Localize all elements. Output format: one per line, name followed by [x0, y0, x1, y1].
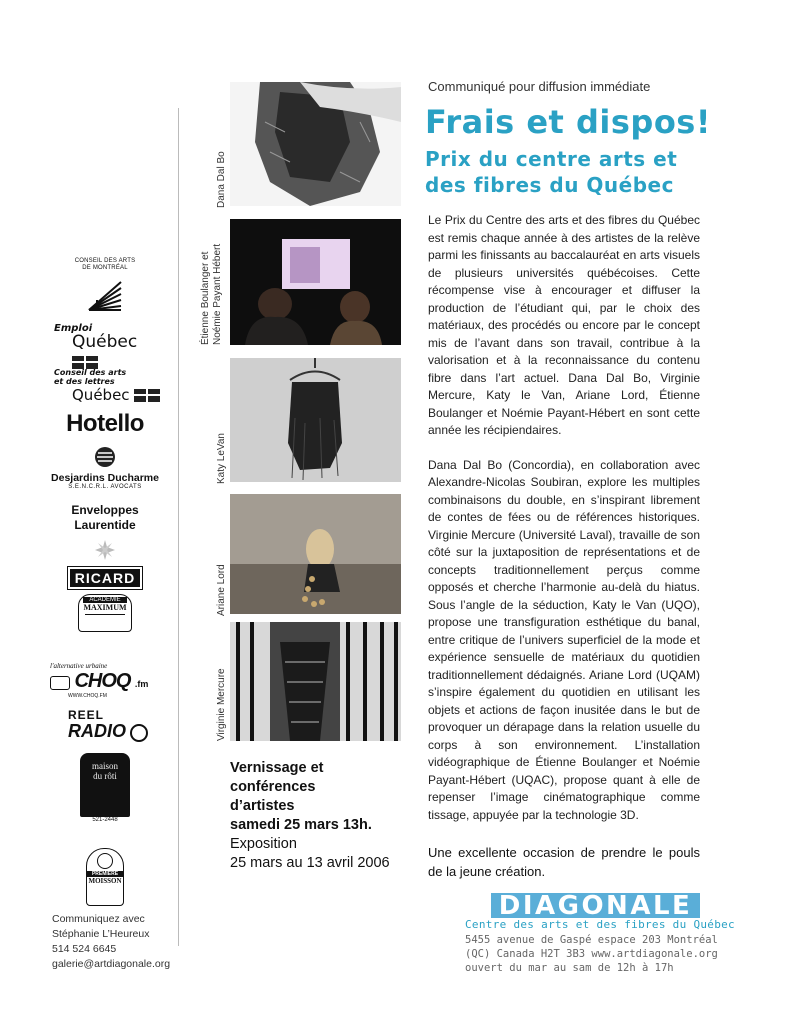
enveloppes-line-2: Laurentide [74, 518, 136, 532]
vernissage-line-3: d’artistes [230, 798, 295, 814]
photo-katy-levan [230, 358, 401, 482]
cam-emblem-icon [50, 280, 160, 317]
logo-choq-fm [50, 662, 175, 699]
photo-caption-boulanger [200, 244, 224, 345]
academie-label: ACADÉMIE [83, 597, 127, 603]
maison-label: maison [92, 761, 118, 771]
photo-caption-boulanger-line2: Noémie Payant Hébert [212, 243, 223, 345]
release-note: Communiqué pour diffusion immédiate [428, 79, 651, 94]
vernissage-info [230, 759, 410, 873]
diagonale-hours: ouvert du mar au sam de 12h à 17h [465, 962, 674, 974]
choq-row [50, 670, 175, 693]
choq-fm-label: .fm [134, 679, 149, 689]
choq-tagline: l'alternative urbaine [50, 662, 108, 670]
desjardins-emblem-icon [50, 446, 160, 473]
wheat-icon [97, 853, 113, 869]
academie-crest-body [85, 614, 125, 629]
photo-ariane-lord [230, 494, 401, 614]
premiere-label: PREMIÈRE [87, 871, 123, 877]
cam-line-1: CONSEIL DES ARTS [74, 258, 136, 264]
logo-calq [54, 368, 164, 404]
logo-ricard [50, 567, 160, 589]
contact-info [52, 912, 170, 972]
diagonale-address-line-1: 5455 avenue de Gaspé espace 203 Montréal [465, 934, 718, 946]
column-divider [178, 108, 179, 946]
calq-quebec-label: Québec [72, 386, 130, 404]
maximum-label: MAXIMUM [83, 603, 127, 612]
du-roti-label: du rôti [93, 771, 117, 781]
photo-caption-virginie: Virginie Mercure [216, 668, 227, 741]
calq-quebec-row [72, 386, 164, 404]
exposition-dates: 25 mars au 13 avril 2006 [230, 855, 390, 871]
calq-line-2: et des lettres [54, 377, 115, 386]
radio-icon [50, 676, 70, 690]
diagonale-logo: DIAGONALE [491, 893, 700, 918]
enveloppes-line-1: Enveloppes [71, 503, 139, 517]
body-text [428, 212, 700, 841]
vernissage-line-2: conférences [230, 779, 316, 795]
vernissage-date: samedi 25 mars 13h. [230, 817, 372, 833]
body-paragraph-2: Dana Dal Bo (Concordia), en collaboration avec Alexandre-Nicolas Soubiran, explore les multiples combinaisons du double, en s’inspirant librement de contes de fées ou de références historiques. Virginie Mercure (Université Laval), travaille de son côté sur la juxtaposition de représentations et de concepts traditionnellement perçus comme opposés et cherche l’harmonie au-delà du hiatus. Sous l’angle de la séduction, Katy le Van (UQO), propose une transfiguration esthétique du banal, entre critique de l’univers superficiel de la mode et expérience sensuelle de matériaux du quotidien traditionnellement dédaignés. Ariane Lord (UQAM) s’inspire également du quotidien en utilisant les objets et actions de façon inusitée dans le but de provoquer un dérapage dans la relation usuelle du corps à son environnement. L’installation vidéographique de Étienne Boulanger et Noémie Payant-Hébert (UQAC), propose quant à elle de repenser l’image cinématographique comme tissage, appuyée par la technologie 3D. [428, 457, 700, 822]
desjardins-sub: S.E.N.C.R.L. AVOCATS [68, 484, 142, 490]
quebec-flag-icon [134, 389, 160, 402]
logo-emploi-quebec [54, 323, 164, 372]
radio-label: RADIO [68, 721, 126, 741]
photo-virginie-mercure [230, 622, 401, 741]
moisson-label: MOISSON [88, 877, 122, 885]
photo-caption-ariane: Ariane Lord [216, 564, 227, 616]
maison-phone: 521-2448 [92, 817, 118, 823]
logo-conseil-arts-montreal [50, 258, 160, 272]
logo-premiere-moisson [50, 848, 160, 906]
choq-url: WWW.CHOQ.FM [68, 693, 107, 699]
choq-label: CHOQ [74, 670, 131, 692]
emploi-quebec-label: Québec [72, 332, 138, 352]
closing-text: Une excellente occasion de prendre le pouls de la jeune création. [428, 845, 700, 879]
diagonale-address-line-2: (QC) Canada H2T 3B3 www.artdiagonale.org [465, 948, 718, 960]
sun-icon [50, 540, 160, 565]
logo-enveloppes-laurentide [50, 503, 160, 533]
film-reel-icon [130, 724, 148, 742]
emploi-label: Emploi [54, 323, 93, 334]
photo-boulanger-payant [230, 219, 401, 345]
quebec-flag-icon [72, 356, 98, 369]
diagonale-address [465, 933, 718, 975]
photo-caption-boulanger-line1: Étienne Boulanger et [200, 251, 211, 345]
desjardins-name: Desjardins Ducharme [51, 472, 159, 484]
ricard-label: RICARD [68, 567, 142, 589]
logo-academie-maximum [50, 594, 160, 632]
reel-radio-row [68, 723, 158, 742]
contact-name: Stéphanie L’Heureux [52, 928, 150, 940]
emploi-quebec-row [72, 332, 164, 372]
exposition-label: Exposition [230, 836, 297, 852]
photo-caption-dana: Dana Dal Bo [216, 151, 227, 208]
logo-hotello: Hotello [66, 410, 144, 437]
photo-caption-katy: Katy LeVan [216, 433, 227, 484]
body-paragraph-1: Le Prix du Centre des arts et des fibres du Québec est remis chaque année à des artistes de la relève parmi les finissants au baccalauréat en arts visuels de plusieurs universités québécoises. Cette récompense vise à encourager et diffuser la production de l’étudiant qui, par le choix des matériaux, des procédés ou encore par le concept mis de l’avant dans son travail, contribue à la valorisation et à la reconnaissance du contenu fibre dans l’art actuel. Dana Dal Bo, Virginie Mercure, Katy le Van, Ariane Lord, Étienne Boulanger et Noémie Payant-Hébert en sont cette année les récipiendaires. [428, 213, 700, 437]
photo-dana-dal-bo [230, 82, 401, 206]
contact-email[interactable]: galerie@artdiagonale.org [52, 958, 171, 970]
contact-line-1: Communiquez avec [52, 913, 145, 925]
contact-phone: 514 524 6645 [52, 943, 117, 955]
page-subtitle: Prix du centre arts et des fibres du Québec [425, 147, 678, 197]
calq-line-1: Conseil des arts [54, 368, 127, 377]
logo-maison-du-roti [50, 753, 160, 823]
reel-label: REEL [68, 708, 105, 722]
vernissage-line-1: Vernissage et [230, 760, 324, 776]
cam-line-2: DE MONTRÉAL [82, 265, 128, 271]
diagonale-subtitle: Centre des arts et des fibres du Québec [465, 918, 735, 931]
logo-reel-radio [68, 707, 158, 742]
logo-desjardins-ducharme [50, 472, 160, 490]
page-title: Frais et dispos! [425, 103, 711, 141]
